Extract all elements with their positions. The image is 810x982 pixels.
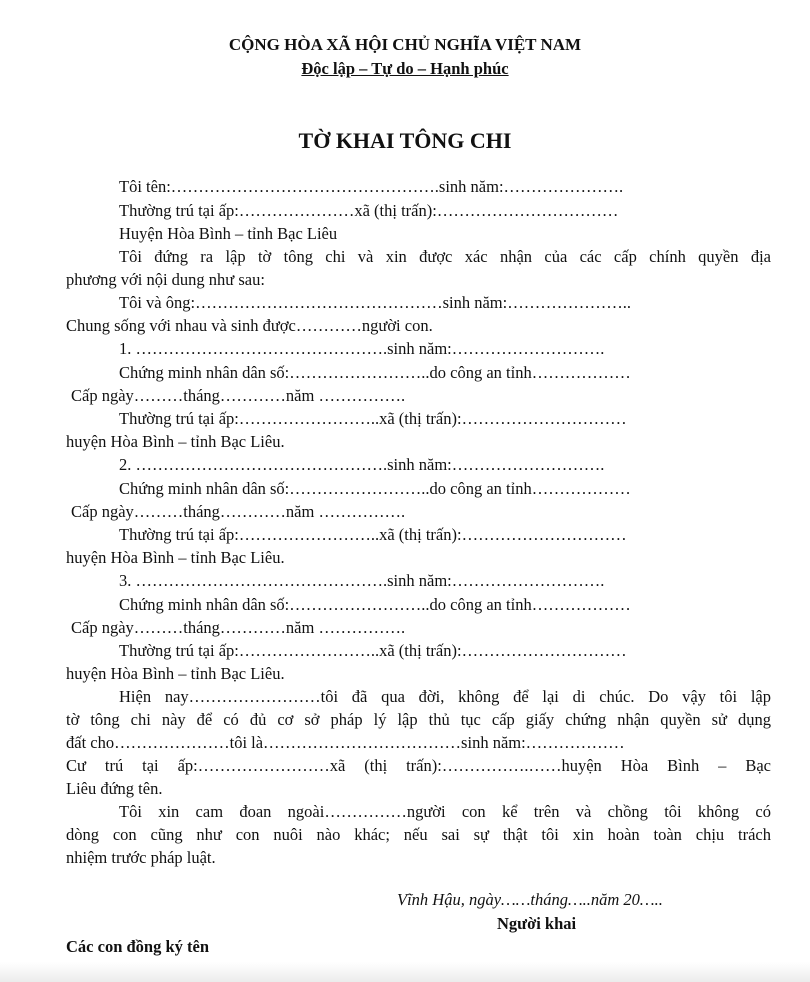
child-2-issue-date: Cấp ngày………tháng…………năm ……………. (71, 502, 406, 521)
motto: Độc lập – Tự do – Hạnh phúc (301, 59, 509, 78)
child-3-id: Chứng minh nhân dân số:……………………..do công an tỉnh……………… (119, 595, 631, 614)
children-sign-label: Các con đồng ký tên (66, 937, 210, 956)
line-residence: Thường trú tại ấp:…………………xã (thị trấn):…………………………… (119, 201, 619, 220)
line-land-grantee: đất cho…………………tôi là………………………………sinh năm:……………… (66, 733, 625, 752)
line-intro-2: phương với nội dung như sau: (66, 270, 265, 289)
child-1-id: Chứng minh nhân dân số:……………………..do công an tỉnh……………… (119, 363, 631, 382)
child-2-district: huyện Hòa Bình – tỉnh Bạc Liêu. (66, 548, 285, 567)
child-3-residence: Thường trú tại ấp:……………………..xã (thị trấn):………………………… (119, 641, 627, 660)
line-deceased-2: tờ tông chi này để có đủ cơ sở pháp lý lập thủ tục cấp giấy chứng nhận quyền sử dụng (66, 710, 771, 729)
child-3-name: 3. ……………………………………….sinh năm:………………………. (119, 571, 605, 590)
child-1-name: 1. ……………………………………….sinh năm:………………………. (119, 339, 605, 358)
child-1-residence: Thường trú tại ấp:……………………..xã (thị trấn):………………………… (119, 409, 627, 428)
child-3-issue-date: Cấp ngày………tháng…………năm ……………. (71, 618, 406, 637)
child-3-district: huyện Hòa Bình – tỉnh Bạc Liêu. (66, 664, 285, 683)
line-spouse: Tôi và ông:………………………………………sinh năm:………………….. (119, 293, 631, 312)
line-intro-1: Tôi đứng ra lập tờ tông chi và xin được xác nhận của các cấp chính quyền địa (119, 247, 771, 266)
line-pledge-2: dòng con cũng như con nuôi nào khác; nếu sai sự thật tôi xin hoàn toàn chịu trách (66, 825, 771, 844)
line-district: Huyện Hòa Bình – tỉnh Bạc Liêu (119, 224, 338, 243)
child-2-residence: Thường trú tại ấp:……………………..xã (thị trấn):………………………… (119, 525, 627, 544)
line-deceased-1: Hiện nay……………………tôi đã qua đời, không để lại di chúc. Do vậy tôi lập (119, 687, 771, 706)
line-pledge-3: nhiệm trước pháp luật. (66, 848, 216, 867)
declarant-label: Người khai (497, 914, 577, 933)
line-grantee-residence: Cư trú tại ấp:……………………xã (thị trấn):…………….……huyện Hòa Bình – Bạc (66, 756, 771, 775)
place-date: Vĩnh Hậu, ngày……tháng…..năm 20….. (397, 890, 663, 909)
line-grantee-end: Liêu đứng tên. (66, 779, 163, 798)
child-1-issue-date: Cấp ngày………tháng…………năm ……………. (71, 386, 406, 405)
line-pledge-1: Tôi xin cam đoan ngoài……………người con kể trên và chồng tôi không có (119, 802, 771, 821)
line-children-count: Chung sống với nhau và sinh được…………người con. (66, 316, 433, 335)
child-2-id: Chứng minh nhân dân số:……………………..do công an tỉnh……………… (119, 479, 631, 498)
document-title: TỜ KHAI TÔNG CHI (298, 128, 512, 153)
child-1-district: huyện Hòa Bình – tỉnh Bạc Liêu. (66, 432, 285, 451)
child-2-name: 2. ……………………………………….sinh năm:………………………. (119, 455, 605, 474)
nation-header: CỘNG HÒA XÃ HỘI CHỦ NGHĨA VIỆT NAM (228, 35, 582, 54)
line-name: Tôi tên:………………………………………….sinh năm:…………………. (119, 177, 624, 196)
page-bottom-shadow (0, 962, 810, 982)
